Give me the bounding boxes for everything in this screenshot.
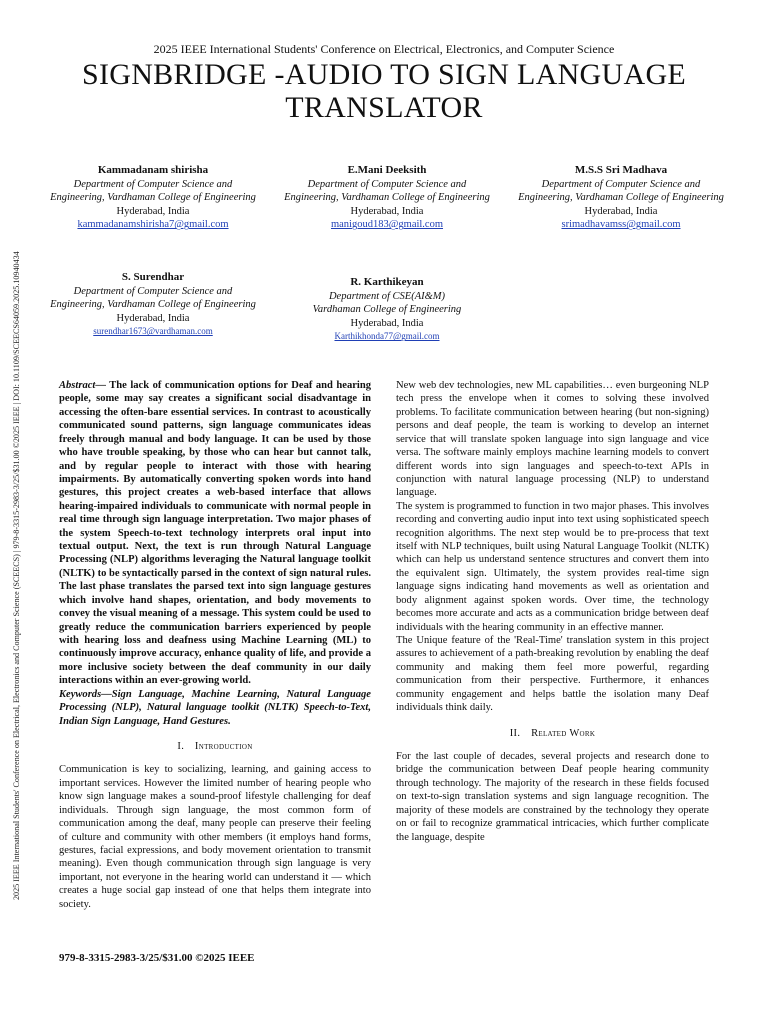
keywords-text: —Sign Language, Machine Learning, Natural Language Processing (NLP), Natural language toolkit (NLTK) Speech-to-Text, Indian Sign Language, Hand Gestures. (59, 688, 371, 727)
author-email[interactable]: manigoud183@gmail.com (330, 219, 444, 231)
paragraph: The system is programmed to function in two major phases. This involves recording and converting audio input into text using sophisticated speech recognition algorithms. The next step would be to pre-process that text itself with NLP techniques, built using Natural Language Toolkit (NLTK) which can help us understand sentence structures and convert them into the equivalent sign. Ultimately, the system provides real-time sign language signs indicating hand movements as well as orientation and body alignment against spoken words. Over time, the technology becomes more accurate and acts as a communication bridge between deaf individuals with the hearing community in an effective manner. (396, 500, 709, 633)
author-department-line2: Vardhaman College of Engineering (312, 304, 462, 316)
author-email[interactable]: kammadanamshirisha7@gmail.com (77, 219, 229, 231)
abstract (59, 379, 371, 688)
author-block (282, 164, 492, 232)
author-location: Hyderabad, India (584, 205, 658, 217)
author-department: Department of CSE(AI&M) (328, 290, 446, 302)
author-name: M.S.S Sri Madhava (574, 164, 668, 176)
author-department: Department of Computer Science and Engineering, Vardhaman College of Engineering (50, 178, 256, 204)
author-email[interactable]: surendhar1673@vardhaman.com (93, 326, 213, 337)
left-column (59, 379, 371, 911)
author-department: Department of Computer Science and Engineering, Vardhaman College of Engineering (50, 285, 256, 311)
author-name: S. Surendhar (121, 271, 185, 283)
keywords (59, 688, 371, 728)
section-heading-related-work: II. Related Work (509, 727, 596, 739)
author-name: E.Mani Deeksith (347, 164, 427, 176)
copyright-footer: 979-8-3315-2983-3/25/$31.00 ©2025 IEEE (59, 952, 255, 964)
right-column (396, 379, 709, 844)
author-location: Hyderabad, India (116, 205, 190, 217)
paragraph: The Unique feature of the 'Real-Time' translation system in this project assures to achievement of a path-breaking revolution by enabling the deaf community and making them feel more powerful, regarding communication from their perspective. Furthermore, it enhances community engagement and helps battle the isolation many Deaf individuals think daily. (396, 635, 709, 714)
author-location: Hyderabad, India (350, 317, 424, 329)
author-department: Department of Computer Science and Engineering, Vardhaman College of Engineering (518, 178, 724, 204)
author-name: R. Karthikeyan (350, 276, 424, 288)
author-department: Department of Computer Science and Engineering, Vardhaman College of Engineering (284, 178, 490, 204)
author-block (48, 164, 258, 232)
section-heading-introduction: I. Introduction (177, 740, 253, 752)
conference-header: 2025 IEEE International Students' Conference on Electrical, Electronics, and Computer Science (153, 42, 615, 56)
author-location: Hyderabad, India (116, 312, 190, 324)
keywords-label: Keywords (59, 688, 102, 700)
author-name: Kammadanam shirisha (97, 164, 209, 176)
paragraph: Communication is key to socializing, learning, and gaining access to important services. However the limited number of hearing people who know sign language makes a sound-proof lifestyle challenging for deaf individuals. Through sign language, the most common form of communication among the deaf, many people can preserve their feeling of culture and community with other members (it employs hand forms, gestures, facial expressions, and body movement orientation to transmit meaning). Even though communication through sign language is very important, not everyone in the hearing world can understand it — which creates a huge social gap instead of one that helps them integrate into society. (59, 764, 371, 910)
author-block (48, 271, 258, 339)
paper-title: SIGNBRIDGE -AUDIO TO SIGN LANGUAGE TRANSLATOR (81, 58, 687, 124)
abstract-label: Abstract (59, 380, 96, 391)
author-email[interactable]: Karthikhonda77@gmail.com (334, 331, 440, 342)
abstract-text: — The lack of communication options for Deaf and hearing people, some may say creates a significant social disadvantage in accessing the often-bare essential services. In contrast to acoustically communicated sound patterns, sign language communicates ideas freely through manual and body language. It can be used by those who have trouble speaking, by those who can hear but cannot talk, and by regular people to interact with those with hearing impairments. By automatically converting spoken words into hand gestures, this project creates a web-based interface that allows hearing-impaired individuals to communicate with normal people in real time through sign language interpretation. Two major phases of the system Speech-to-text technology interprets oral input into textual output. Next, the text is run through Natural Language Processing (NLP) algorithms leveraging the Natural language toolkit (NLTK) to be syntactically parsed in the context of sign natural rules. The last phase translates the parsed text into sign language gestures which involve hand shapes, orientation, and body movements to convey the visual meaning of a message. This system could be used to greatly reduce the communication barriers experienced by people with hearing loss and deafness using Machine Learning (ML) to continuously improve accuracy, enhance quality of life, and provide a more inclusive society between the deaf community in our daily interactions within an ever-growing world. (59, 380, 371, 687)
paragraph: For the last couple of decades, several projects and research done to bridge the communication between Deaf people hearing community through technology. The majority of the research in these fields focused on text-to-sign translation systems and sign language recognition. The majority of these models are constrained by the technology they operate on or fail to recognize grammatical intricacies, which further complicate the language, despite (396, 750, 709, 843)
paragraph: New web dev technologies, new ML capabilities… even burgeoning NLP tech press the envelope when it comes to solving these involved problems. To facilitate communication between hearing (but non-signing) persons and deaf people, the team is working to develop an internet service that will translate spoken language into sign language and vice versa. The software mainly employs machine learning models to convert different words into sign languages and speech-to-text APIs in conjunction with natural language processing (NLP) to understand language. (396, 380, 709, 499)
side-metadata: 2025 IEEE International Students' Conference on Electrical, Electronics and Computer Science (SCEECS) | 979-8-3315-2983-3/25/$31.00 ©2025 IEEE | DOI: 10.1109/SCEECS64059.2025.10940434 (12, 251, 21, 900)
author-email[interactable]: srimadhavamss@gmail.com (561, 219, 681, 231)
author-location: Hyderabad, India (350, 205, 424, 217)
author-block (282, 276, 492, 344)
author-block (516, 164, 726, 232)
